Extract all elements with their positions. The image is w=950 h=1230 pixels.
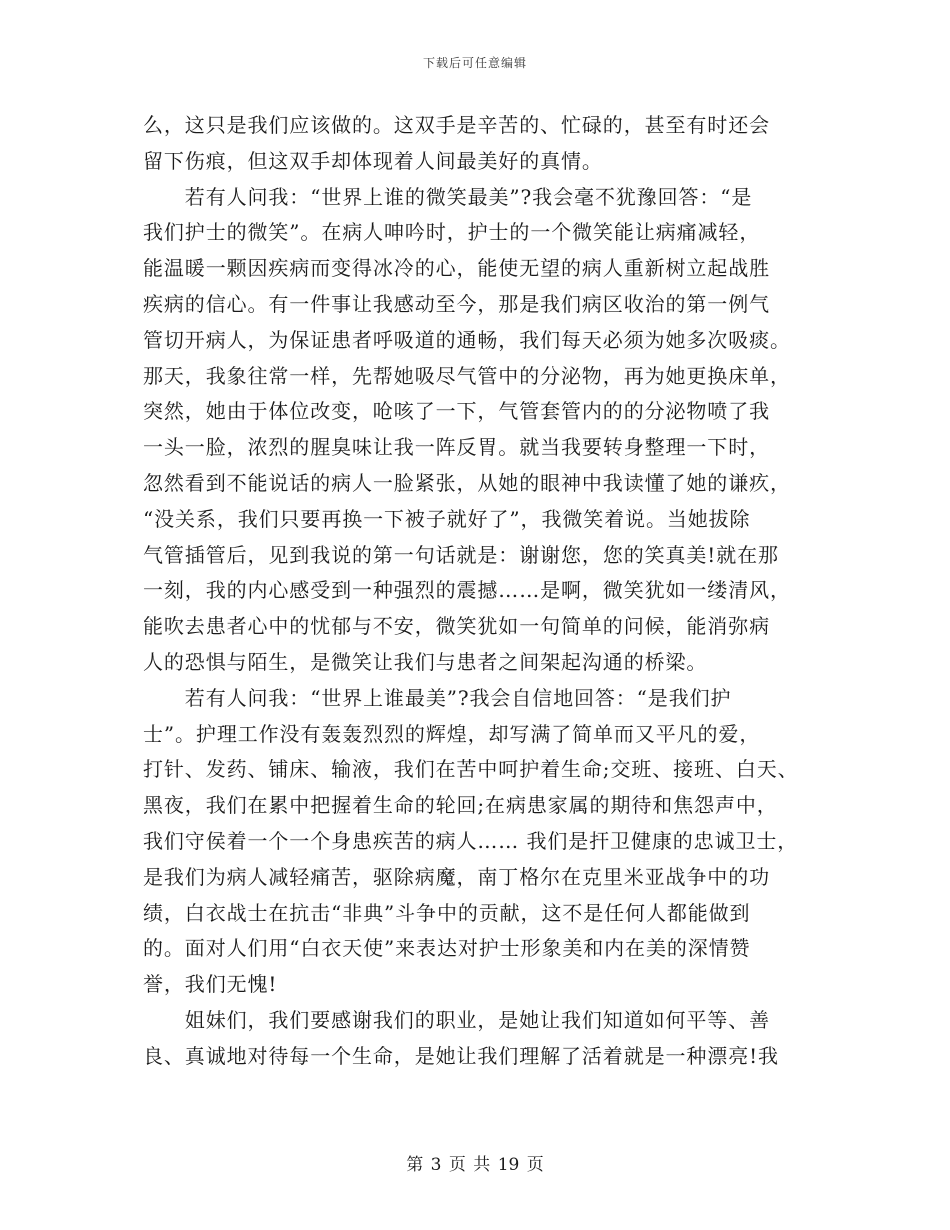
text-line: 我们守侯着一个一个身患疾苦的病人…… 我们是扞卫健康的忠诚卫士，	[143, 828, 799, 853]
text-line: 士”。护理工作没有轰轰烈烈的辉煌，却写满了简单而又平凡的爱，	[143, 721, 761, 746]
text-line: 打针、发药、铺床、输液，我们在苦中呵护着生命;交班、接班、白天、	[143, 757, 799, 782]
text-line: 么，这只是我们应该做的。这双手是辛苦的、忙碌的，甚至有时还会	[143, 113, 770, 137]
text-line: 若有人问我：“世界上谁最美”?我会自信地回答：“是我们护	[143, 685, 732, 710]
text-line: “没关系，我们只要再换一下被子就好了”，我微笑着说。当她拔除	[143, 506, 751, 531]
text-line: 管切开病人，为保证患者呼吸道的通畅，我们每天必须为她多次吸痰。	[143, 327, 791, 352]
text-line: 的。面对人们用“白衣天使”来表达对护士形象美和内在美的深情赞	[143, 936, 751, 961]
text-line: 气管插管后，见到我说的第一句话就是：谢谢您，您的笑真美!就在那	[143, 542, 779, 567]
text-line: 突然，她由于体位改变，呛咳了一下，气管套管内的的分泌物喷了我	[143, 399, 770, 424]
text-line: 人的恐惧与陌生，是微笑让我们与患者之间架起沟通的桥梁。	[143, 649, 708, 674]
text-line: 一刻，我的内心感受到一种强烈的震撼……是啊，微笑犹如一缕清风，	[143, 578, 791, 603]
page-number-footer: 第 3 页 共 19 页	[406, 1155, 544, 1175]
text-line: 留下伤痕，但这双手却体现着人间最美好的真情。	[143, 148, 603, 173]
text-line: 姐妹们，我们要感谢我们的职业，是她让我们知道如何平等、善	[143, 1007, 770, 1032]
text-line: 能温暖一颗因疾病而变得冰冷的心，能使无望的病人重新树立起战胜	[143, 256, 770, 281]
text-line: 那天，我象往常一样，先帮她吸尽气管中的分泌物，再为她更换床单，	[143, 363, 791, 388]
text-line: 一头一脸，浓烈的腥臭味让我一阵反胃。就当我要转身整理一下时，	[143, 435, 770, 460]
text-line: 良、真诚地对待每一个生命，是她让我们理解了活着就是一种漂亮!我	[143, 1043, 779, 1068]
text-line: 绩，白衣战士在抗击“非典”斗争中的贡献，这不是任何人都能做到	[143, 900, 751, 925]
text-line: 誉，我们无愧!	[143, 972, 278, 997]
text-line: 若有人问我：“世界上谁的微笑最美”?我会毫不犹豫回答：“是	[143, 184, 753, 209]
text-line: 疾病的信心。有一件事让我感动至今，那是我们病区收治的第一例气	[143, 291, 770, 316]
text-line: 我们护士的微笑”。在病人呻吟时，护士的一个微笑能让病痛减轻，	[143, 220, 761, 245]
body-text	[143, 108, 823, 1075]
text-line: 黑夜，我们在累中把握着生命的轮回;在病患家属的期待和焦怨声中，	[143, 793, 778, 818]
text-line: 是我们为病人减轻痛苦，驱除病魔，南丁格尔在克里米亚战争中的功	[143, 864, 770, 889]
page-header: 下载后可任意编辑	[422, 56, 527, 70]
text-line: 忽然看到不能说话的病人一脸紧张，从她的眼神中我读懂了她的谦疚，	[143, 470, 791, 495]
text-line: 能吹去患者心中的忧郁与不安，微笑犹如一句简单的问候，能消弥病	[143, 614, 770, 639]
